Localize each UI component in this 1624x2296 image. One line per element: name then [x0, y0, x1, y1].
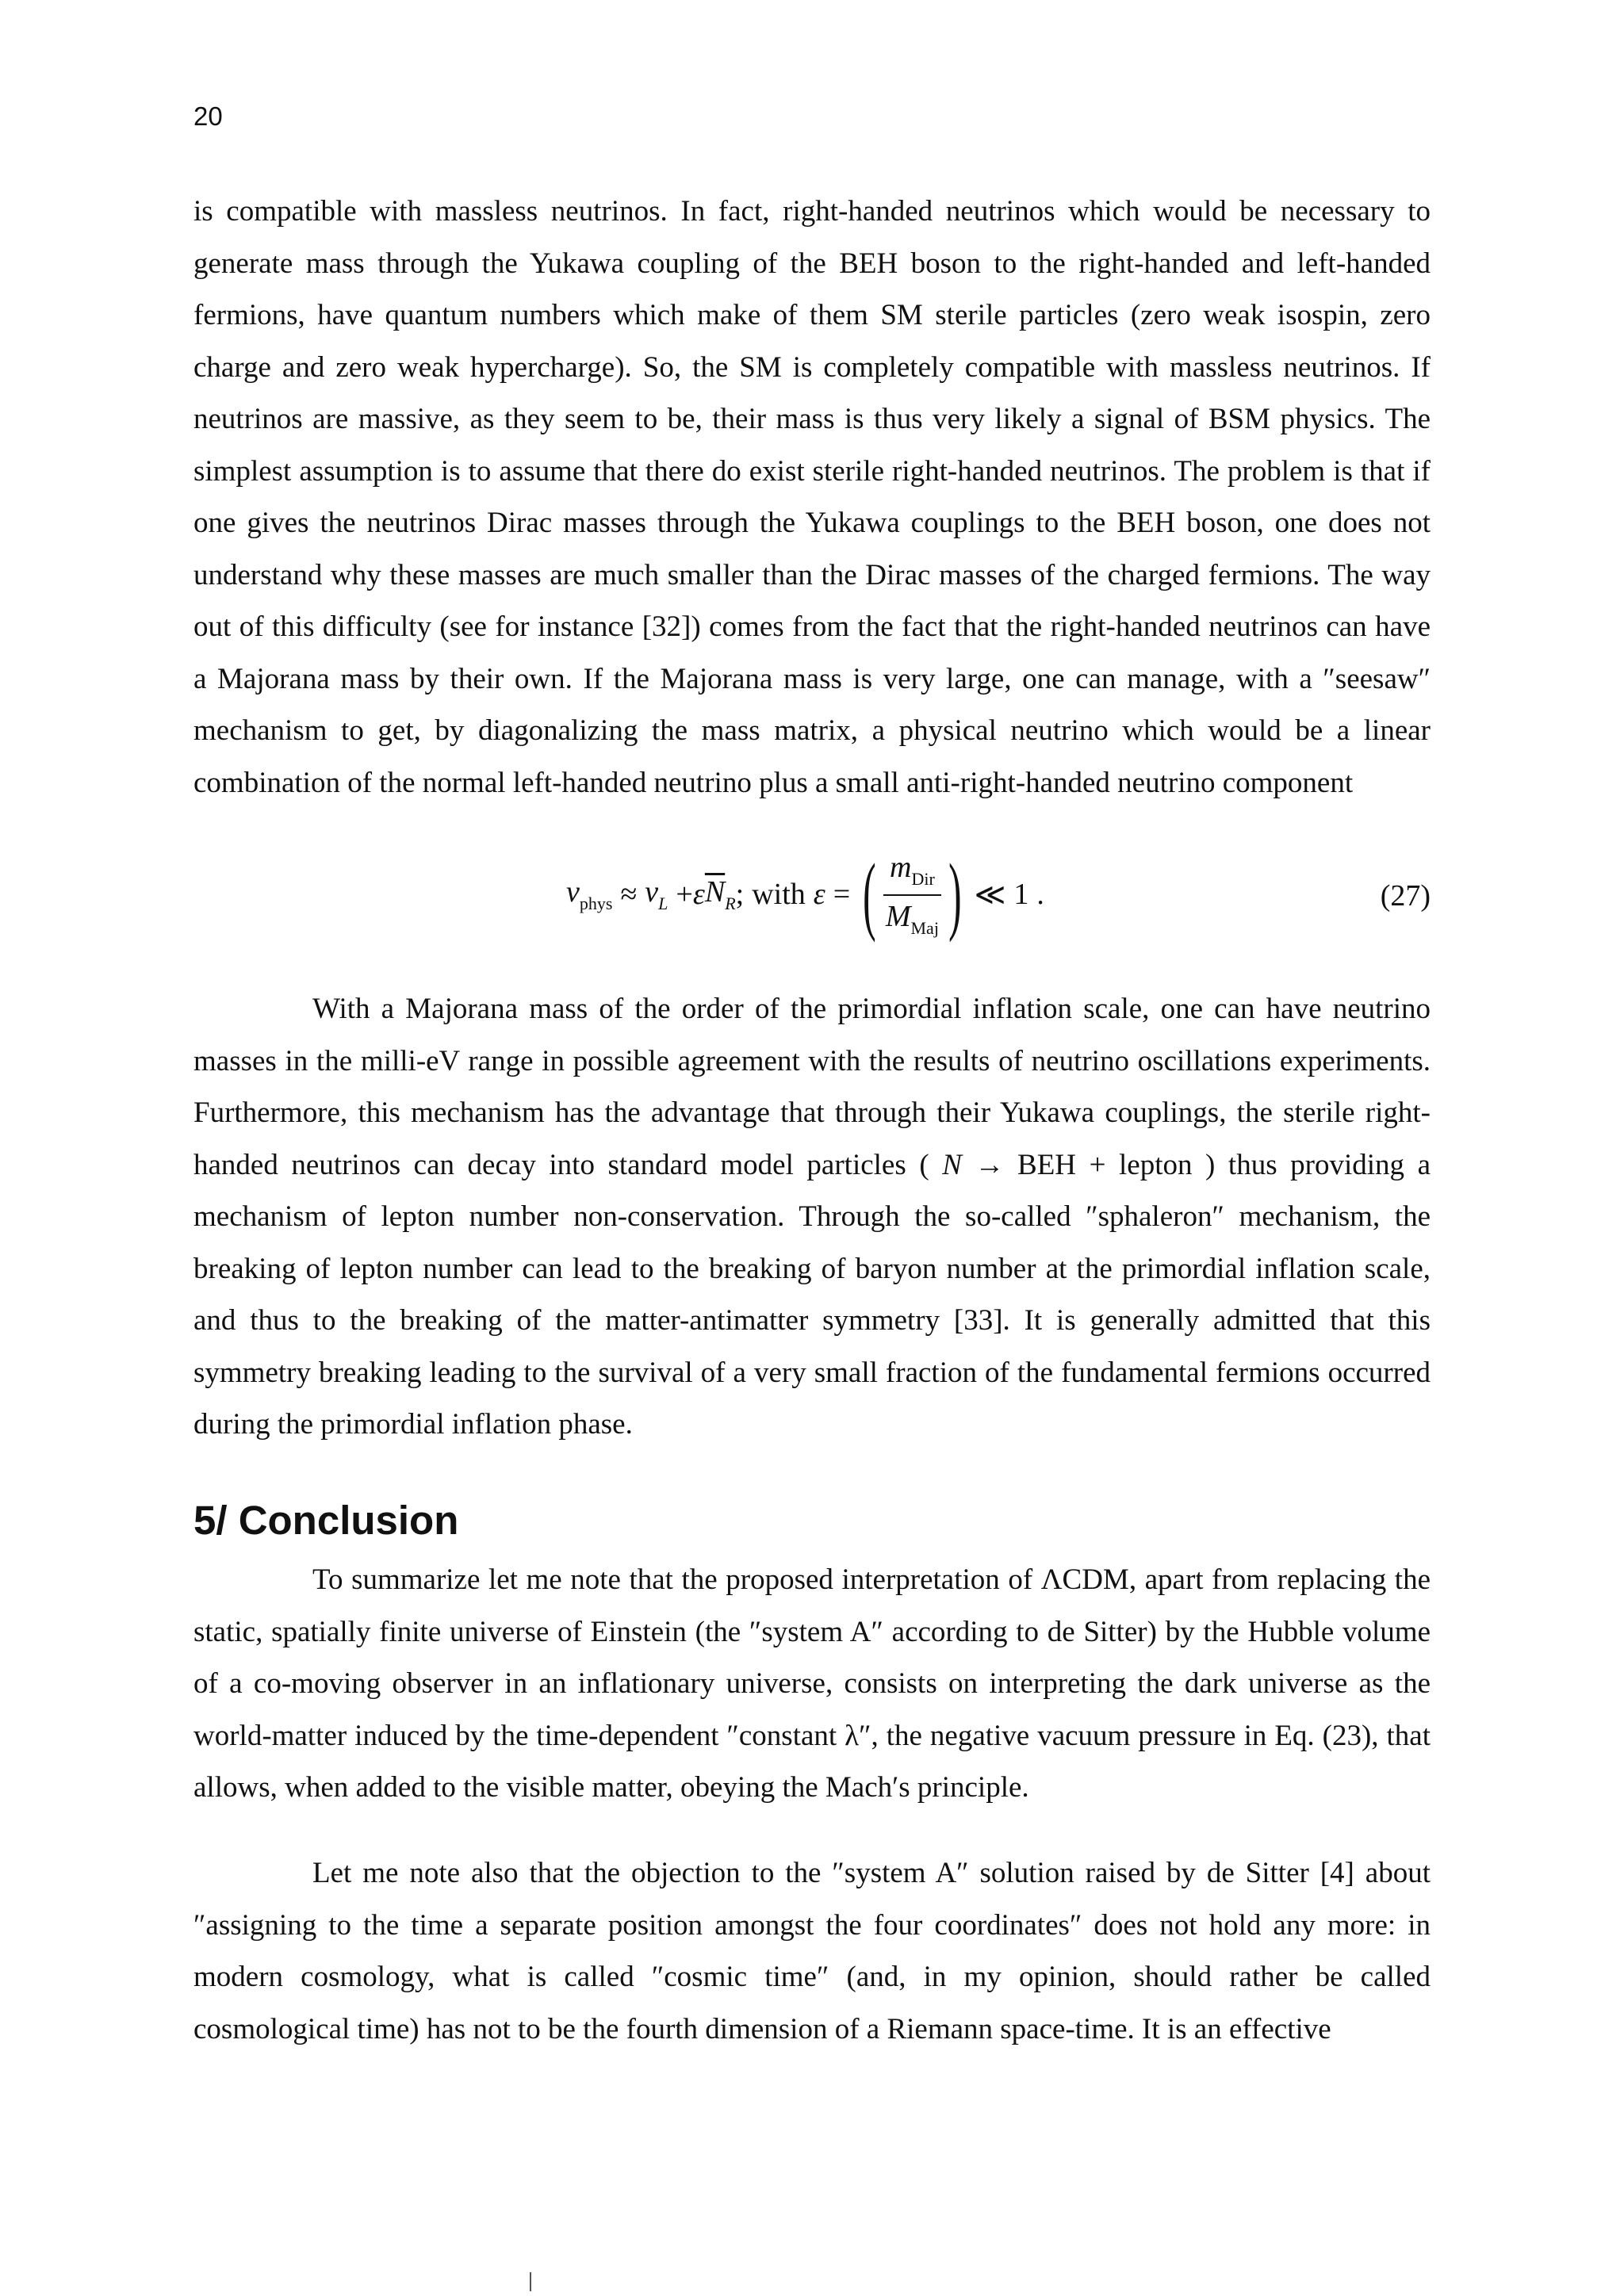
paragraph-majorana-mass: With a Majorana mass of the order of the primordial inflation scale, one can have neutrino masses in the milli-eV range in possible agreement with the results of neutrino oscillations experiments. Furthermore, this mechanism has the advantage that through their Yukawa couplings, the sterile right-handed neutrinos can decay into standard model particles ( N → BEH + lepton ) thus providing a mechanism of lepton number non-conservation. Through the so-called ″sphaleron″ mechanism, the breaking of lepton number can lead to the breaking of baryon number at the primordial inflation scale, and thus to the breaking of the matter-antimatter symmetry [33]. It is generally admitted that this symmetry breaking leading to the survival of a very small fraction of the fundamental fermions occurred during the primordial inflation phase.: [193, 993, 1431, 1441]
section-heading-conclusion: 5/ Conclusion: [193, 1498, 459, 1543]
eq-plus: +: [676, 878, 693, 911]
right-paren-glyph: ): [948, 846, 962, 943]
eq-fraction: [855, 846, 969, 943]
eq-with: with: [752, 878, 806, 911]
eq-nu-phys: $\nu_{phys}$: [566, 875, 613, 913]
eq-M-maj: $M_{Maj}$: [885, 900, 939, 938]
inline-math-decay: N → BEH + lepton: [942, 1148, 1193, 1181]
eq-approx: ≈: [620, 878, 638, 911]
page-number: 20: [193, 101, 223, 131]
eq-N-bar-R: $\overline{N}_R$: [704, 875, 736, 913]
eq-one: 1: [1013, 878, 1029, 911]
eq-semicolon: ;: [735, 878, 745, 911]
eq-m-dir: $m_{Dir}$: [883, 850, 941, 896]
equation-number: (27): [1380, 879, 1431, 913]
paragraph-neutrino-mass: is compatible with massless neutrinos. In fact, right-handed neutrinos which would be necessary to generate mass through the Yukawa coupling of the BEH boson to the right-handed and left-handed fermions, have quantum numbers which make of them SM sterile particles (zero weak isospin, zero charge and zero weak hypercharge). So, the SM is completely compatible with massless neutrinos. If neutrinos are massive, as they seem to be, their mass is thus very likely a signal of BSM physics. The simplest assumption is to assume that there do exist sterile right-handed neutrinos. The problem is that if one gives the neutrinos Dirac masses through the Yukawa couplings to the BEH boson, one does not understand why these masses are much smaller than the Dirac masses of the charged fermions. The way out of this difficulty (see for instance [32]) comes from the fact that the right-handed neutrinos can have a Majorana mass by their own. If the Majorana mass is very large, one can manage, with a ″seesaw″ mechanism to get, by diagonalizing the mass matrix, a physical neutrino which would be a linear combination of the normal left-handed neutrino plus a small anti-right-handed neutrino component: [193, 195, 1431, 799]
equation-body: [566, 847, 1044, 942]
equation-27: [193, 847, 1431, 942]
eq-eps: ε: [692, 878, 705, 911]
paragraph-system-a: Let me note also that the objection to the ″system A″ solution raised by de Sitter [4] about ″assigning to the time a separate position amongst the four coordinates″ does not hold any more: in modern cosmology, what is called ″cosmic time″ (and, in my opinion, should rather be called cosmological time) has not to be the fourth dimension of a Riemann space-time. It is an effective: [193, 1857, 1431, 2045]
footer-mark: [530, 2272, 531, 2291]
eq-much-less: ≪: [974, 878, 1006, 912]
paragraph-summary: To summarize let me note that the proposed interpretation of ΛCDM, apart from replacing the static, spatially finite universe of Einstein (the ″system A″ according to de Sitter) by the Hubble volume of a co-moving observer in an inflationary universe, consists on interpreting the dark universe as the world-matter induced by the time-dependent ″constant λ″, the negative vacuum pressure in Eq. (23), that allows, when added to the visible matter, obeying the Mach′s principle.: [193, 1563, 1431, 1804]
left-paren-glyph: (: [863, 846, 876, 943]
eq-nu-L: $\nu_L$: [645, 875, 668, 913]
eq-equals: =: [833, 878, 851, 911]
eq-eps-2: ε: [813, 878, 825, 911]
eq-period: .: [1036, 878, 1044, 911]
